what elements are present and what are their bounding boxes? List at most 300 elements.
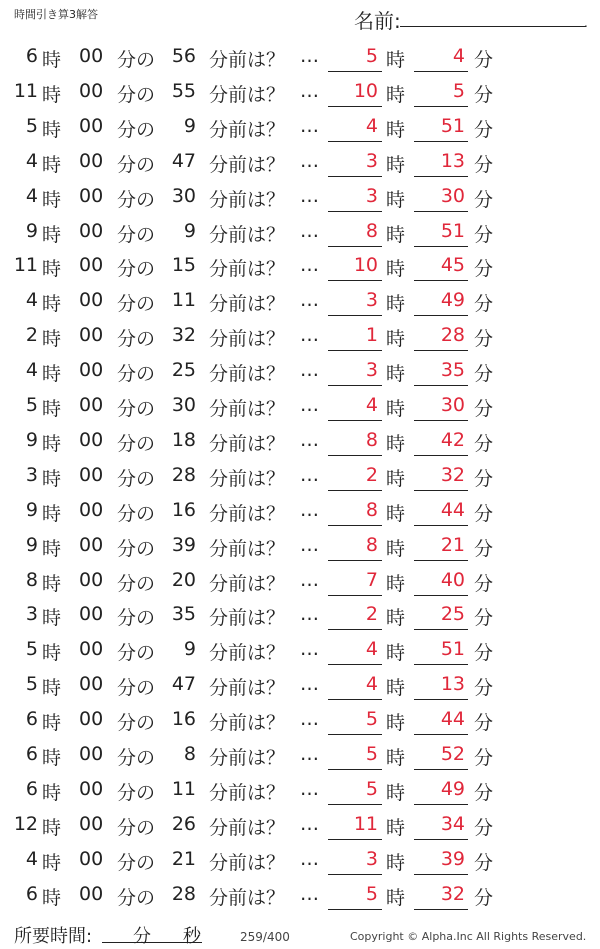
answer-minute-line — [414, 211, 468, 212]
name-line — [400, 26, 586, 27]
before-label: 分前は？ — [209, 258, 286, 281]
problem-minutes: 55 — [171, 79, 196, 102]
zero-minute: 00 — [79, 568, 104, 591]
answer-hour: 4 — [365, 638, 378, 661]
before-label: 分前は？ — [209, 328, 286, 351]
before-label: 分前は？ — [209, 467, 286, 490]
before-label: 分前は？ — [209, 781, 286, 804]
zero-minute: 00 — [79, 812, 104, 835]
problem-row — [0, 387, 600, 422]
zero-minute: 00 — [79, 777, 104, 800]
answer-hour: 5 — [365, 743, 378, 765]
hour-label: 時 — [42, 49, 62, 71]
answer-hour: 4 — [365, 673, 378, 696]
answer-hour: 2 — [365, 603, 378, 626]
name-label: 名前: — [354, 9, 401, 33]
answer-hour: 4 — [365, 114, 378, 137]
dots-label: … — [300, 289, 319, 312]
answer-hour-line — [328, 176, 382, 177]
answer-minutes: 5 — [452, 79, 465, 102]
answer-minutes: 28 — [440, 324, 465, 347]
hour-label: 時 — [42, 712, 62, 735]
answer-minute-label: 分 — [474, 502, 494, 525]
copyright: Copyright © Alpha.Inc All Rights Reserved. — [350, 930, 587, 943]
problem-row — [0, 422, 600, 457]
answer-hour-line — [328, 141, 382, 142]
hour-label: 時 — [42, 747, 62, 769]
problem-row — [0, 143, 600, 178]
answer-minute-label: 分 — [474, 293, 494, 316]
answer-hour-label: 時 — [386, 83, 406, 106]
problem-minutes: 28 — [171, 463, 196, 486]
answer-minute-line — [414, 839, 468, 840]
answer-hour-label: 時 — [386, 886, 406, 909]
problem-hour: 12 — [13, 812, 38, 835]
zero-minute: 00 — [79, 324, 104, 347]
hour-label: 時 — [42, 607, 62, 630]
before-label: 分前は？ — [209, 223, 286, 246]
problem-row — [0, 596, 600, 631]
problem-row — [0, 492, 600, 527]
min-no-label: 分の — [117, 851, 156, 874]
answer-minute-line — [414, 106, 468, 107]
hour-label: 時 — [42, 781, 62, 804]
answer-minute-label: 分 — [474, 153, 494, 176]
problem-minutes: 16 — [171, 498, 196, 521]
answer-minutes: 30 — [440, 184, 465, 207]
dots-label: … — [300, 777, 319, 800]
hour-label: 時 — [42, 363, 62, 386]
answer-hour-label: 時 — [386, 328, 406, 351]
problem-minutes: 18 — [171, 428, 196, 451]
answer-minutes: 42 — [440, 428, 465, 451]
answer-hour-label: 時 — [386, 432, 406, 455]
answer-minutes: 49 — [440, 289, 465, 312]
answer-minutes: 51 — [440, 638, 465, 661]
answer-minutes: 45 — [440, 254, 465, 277]
min-no-label: 分の — [117, 328, 156, 351]
answer-minute-label: 分 — [474, 49, 494, 71]
before-label: 分前は？ — [209, 502, 286, 525]
min-no-label: 分の — [117, 118, 156, 141]
problem-hour: 9 — [25, 498, 38, 521]
before-label: 分前は？ — [209, 886, 286, 909]
dots-label: … — [300, 603, 319, 626]
before-label: 分前は？ — [209, 83, 286, 106]
problem-hour: 5 — [25, 638, 38, 661]
answer-minutes: 40 — [440, 568, 465, 591]
answer-minute-line — [414, 246, 468, 247]
answer-minute-label: 分 — [474, 712, 494, 735]
problem-hour: 5 — [25, 114, 38, 137]
answer-minutes: 32 — [440, 882, 465, 905]
problem-row — [0, 213, 600, 248]
min-no-label: 分の — [117, 153, 156, 176]
hour-label: 時 — [42, 851, 62, 874]
hour-label: 時 — [42, 118, 62, 141]
problem-hour: 9 — [25, 428, 38, 451]
problem-hour: 11 — [13, 254, 38, 277]
zero-minute: 00 — [79, 428, 104, 451]
answer-minute-label: 分 — [474, 851, 494, 874]
dots-label: … — [300, 254, 319, 277]
answer-hour: 3 — [365, 847, 378, 870]
answer-minute-line — [414, 909, 468, 910]
problem-hour: 4 — [25, 149, 38, 172]
answer-hour-line — [328, 106, 382, 107]
min-no-label: 分の — [117, 607, 156, 630]
dots-label: … — [300, 463, 319, 486]
before-label: 分前は？ — [209, 712, 286, 735]
zero-minute: 00 — [79, 673, 104, 696]
answer-hour-label: 時 — [386, 537, 406, 560]
before-label: 分前は？ — [209, 398, 286, 420]
answer-hour-line — [328, 595, 382, 596]
hour-label: 時 — [42, 467, 62, 490]
answer-minute-line — [414, 664, 468, 665]
answer-hour-line — [328, 211, 382, 212]
problem-row — [0, 108, 600, 143]
min-no-label: 分の — [117, 712, 156, 735]
answer-hour-label: 時 — [386, 712, 406, 735]
answer-hour: 5 — [365, 45, 378, 67]
answer-minute-label: 分 — [474, 83, 494, 106]
answer-hour: 5 — [365, 882, 378, 905]
answer-hour-line — [328, 246, 382, 247]
answer-hour-label: 時 — [386, 258, 406, 281]
problem-hour: 5 — [25, 673, 38, 696]
answer-minute-label: 分 — [474, 467, 494, 490]
answer-hour: 8 — [365, 219, 378, 242]
answer-hour-label: 時 — [386, 572, 406, 595]
problem-minutes: 9 — [183, 219, 196, 242]
zero-minute: 00 — [79, 254, 104, 277]
answer-hour-line — [328, 629, 382, 630]
problem-row — [0, 701, 600, 736]
min-no-label: 分の — [117, 816, 156, 839]
answer-minute-label: 分 — [474, 572, 494, 595]
dots-label: … — [300, 149, 319, 172]
answer-hour-label: 時 — [386, 642, 406, 665]
min-no-label: 分の — [117, 781, 156, 804]
dots-label: … — [300, 708, 319, 731]
answer-hour-line — [328, 734, 382, 735]
problem-minutes: 15 — [171, 254, 196, 277]
problem-minutes: 20 — [171, 568, 196, 591]
answer-minute-label: 分 — [474, 118, 494, 141]
answer-minute-label: 分 — [474, 642, 494, 665]
dots-label: … — [300, 882, 319, 905]
problem-hour: 8 — [25, 568, 38, 591]
hour-label: 時 — [42, 223, 62, 246]
answer-minute-line — [414, 699, 468, 700]
answer-minute-label: 分 — [474, 677, 494, 700]
dots-label: … — [300, 638, 319, 661]
problem-hour: 6 — [25, 45, 38, 67]
answer-hour: 8 — [365, 533, 378, 556]
answer-hour: 2 — [365, 463, 378, 486]
answer-hour-label: 時 — [386, 363, 406, 386]
min-no-label: 分の — [117, 258, 156, 281]
answer-hour-line — [328, 909, 382, 910]
answer-hour: 5 — [365, 708, 378, 731]
before-label: 分前は？ — [209, 816, 286, 839]
min-no-label: 分の — [117, 363, 156, 386]
footer-min-label: 分 — [133, 926, 151, 947]
answer-hour-label: 時 — [386, 223, 406, 246]
answer-hour-line — [328, 525, 382, 526]
problem-minutes: 32 — [171, 324, 196, 347]
answer-minute-line — [414, 734, 468, 735]
answer-minute-line — [414, 629, 468, 630]
min-no-label: 分の — [117, 642, 156, 665]
hour-label: 時 — [42, 816, 62, 839]
answer-hour: 3 — [365, 184, 378, 207]
answer-minute-label: 分 — [474, 537, 494, 560]
answer-hour: 4 — [365, 394, 378, 416]
answer-hour-label: 時 — [386, 467, 406, 490]
answer-minute-label: 分 — [474, 223, 494, 246]
answer-minutes: 51 — [440, 219, 465, 242]
answer-hour-line — [328, 350, 382, 351]
answer-minute-label: 分 — [474, 781, 494, 804]
answer-minute-label: 分 — [474, 188, 494, 211]
zero-minute: 00 — [79, 638, 104, 661]
min-no-label: 分の — [117, 502, 156, 525]
problem-row — [0, 666, 600, 701]
answer-minutes: 44 — [440, 708, 465, 731]
answer-minute-line — [414, 385, 468, 386]
hour-label: 時 — [42, 258, 62, 281]
problem-minutes: 9 — [183, 638, 196, 661]
answer-minute-label: 分 — [474, 607, 494, 630]
before-label: 分前は？ — [209, 677, 286, 700]
min-no-label: 分の — [117, 398, 156, 420]
answer-minutes: 13 — [440, 673, 465, 696]
min-no-label: 分の — [117, 467, 156, 490]
answer-hour-label: 時 — [386, 398, 406, 420]
hour-label: 時 — [42, 432, 62, 455]
answer-minute-line — [414, 280, 468, 281]
answer-hour-line — [328, 385, 382, 386]
answer-hour-line — [328, 490, 382, 491]
before-label: 分前は？ — [209, 49, 286, 71]
answer-hour: 3 — [365, 359, 378, 382]
dots-label: … — [300, 533, 319, 556]
dots-label: … — [300, 428, 319, 451]
hour-label: 時 — [42, 572, 62, 595]
problem-row — [0, 806, 600, 841]
answer-hour-line — [328, 664, 382, 665]
answer-hour-label: 時 — [386, 747, 406, 769]
problem-minutes: 21 — [171, 847, 196, 870]
zero-minute: 00 — [79, 847, 104, 870]
answer-minutes: 13 — [440, 149, 465, 172]
problem-row — [0, 631, 600, 666]
answer-minute-line — [414, 420, 468, 421]
answer-hour-label: 時 — [386, 153, 406, 176]
answer-minute-label: 分 — [474, 816, 494, 839]
zero-minute: 00 — [79, 184, 104, 207]
answer-minute-line — [414, 455, 468, 456]
zero-minute: 00 — [79, 882, 104, 905]
before-label: 分前は？ — [209, 572, 286, 595]
problem-row — [0, 282, 600, 317]
before-label: 分前は？ — [209, 118, 286, 141]
answer-minute-line — [414, 141, 468, 142]
answer-hour: 10 — [353, 79, 378, 102]
answer-hour: 11 — [353, 812, 378, 835]
problem-hour: 9 — [25, 219, 38, 242]
answer-hour-line — [328, 315, 382, 316]
hour-label: 時 — [42, 677, 62, 700]
answer-minute-line — [414, 804, 468, 805]
problem-hour: 4 — [25, 289, 38, 312]
problem-hour: 3 — [25, 463, 38, 486]
problem-hour: 5 — [25, 394, 38, 416]
answer-hour-line — [328, 874, 382, 875]
answer-hour-line — [328, 839, 382, 840]
problem-hour: 11 — [13, 79, 38, 102]
hour-label: 時 — [42, 153, 62, 176]
dots-label: … — [300, 394, 319, 416]
answer-minute-line — [414, 525, 468, 526]
problem-minutes: 35 — [171, 603, 196, 626]
zero-minute: 00 — [79, 463, 104, 486]
zero-minute: 00 — [79, 708, 104, 731]
problem-minutes: 56 — [171, 45, 196, 67]
before-label: 分前は？ — [209, 188, 286, 211]
name-dot: . — [584, 16, 588, 30]
answer-minute-label: 分 — [474, 363, 494, 386]
answer-hour: 8 — [365, 428, 378, 451]
hour-label: 時 — [42, 502, 62, 525]
problem-row — [0, 736, 600, 771]
answer-minute-line — [414, 874, 468, 875]
answer-hour: 1 — [365, 324, 378, 347]
min-no-label: 分の — [117, 886, 156, 909]
problem-minutes: 39 — [171, 533, 196, 556]
problem-minutes: 47 — [171, 673, 196, 696]
problem-minutes: 30 — [171, 394, 196, 416]
problem-minutes: 16 — [171, 708, 196, 731]
problem-row — [0, 841, 600, 876]
problem-row — [0, 247, 600, 282]
answer-minutes: 39 — [440, 847, 465, 870]
answer-minutes: 34 — [440, 812, 465, 835]
min-no-label: 分の — [117, 537, 156, 560]
before-label: 分前は？ — [209, 642, 286, 665]
zero-minute: 00 — [79, 394, 104, 416]
min-no-label: 分の — [117, 747, 156, 769]
answer-hour-label: 時 — [386, 677, 406, 700]
zero-minute: 00 — [79, 498, 104, 521]
min-no-label: 分の — [117, 293, 156, 316]
answer-hour-line — [328, 455, 382, 456]
answer-minutes: 4 — [452, 45, 465, 67]
problem-hour: 6 — [25, 882, 38, 905]
answer-hour-line — [328, 769, 382, 770]
answer-hour-line — [328, 71, 382, 72]
min-no-label: 分の — [117, 188, 156, 211]
problem-row — [0, 38, 600, 73]
dots-label: … — [300, 743, 319, 765]
answer-minute-label: 分 — [474, 747, 494, 769]
answer-hour-label: 時 — [386, 49, 406, 71]
problem-minutes: 11 — [171, 777, 196, 800]
answer-minute-line — [414, 560, 468, 561]
problem-hour: 6 — [25, 743, 38, 765]
problem-minutes: 11 — [171, 289, 196, 312]
zero-minute: 00 — [79, 149, 104, 172]
answer-hour-label: 時 — [386, 607, 406, 630]
answer-minutes: 35 — [440, 359, 465, 382]
zero-minute: 00 — [79, 743, 104, 765]
footer-sec-label: 秒 — [183, 926, 201, 947]
answer-minutes: 32 — [440, 463, 465, 486]
zero-minute: 00 — [79, 219, 104, 242]
zero-minute: 00 — [79, 79, 104, 102]
answer-hour-label: 時 — [386, 118, 406, 141]
hour-label: 時 — [42, 188, 62, 211]
problem-minutes: 28 — [171, 882, 196, 905]
answer-minutes: 21 — [440, 533, 465, 556]
problem-row — [0, 771, 600, 806]
min-no-label: 分の — [117, 572, 156, 595]
answer-hour-line — [328, 560, 382, 561]
answer-minute-line — [414, 595, 468, 596]
answer-minute-line — [414, 315, 468, 316]
answer-minute-label: 分 — [474, 328, 494, 351]
answer-minutes: 30 — [440, 394, 465, 416]
dots-label: … — [300, 45, 319, 67]
min-no-label: 分の — [117, 677, 156, 700]
answer-hour: 8 — [365, 498, 378, 521]
zero-minute: 00 — [79, 114, 104, 137]
problem-row — [0, 562, 600, 597]
answer-minute-line — [414, 176, 468, 177]
answer-hour-line — [328, 699, 382, 700]
hour-label: 時 — [42, 537, 62, 560]
answer-minutes: 44 — [440, 498, 465, 521]
problem-row — [0, 527, 600, 562]
dots-label: … — [300, 359, 319, 382]
problem-hour: 4 — [25, 847, 38, 870]
dots-label: … — [300, 184, 319, 207]
answer-hour-line — [328, 280, 382, 281]
worksheet-title: 時間引き算3解答 — [14, 8, 98, 21]
answer-minutes: 25 — [440, 603, 465, 626]
zero-minute: 00 — [79, 45, 104, 67]
answer-minute-label: 分 — [474, 258, 494, 281]
before-label: 分前は？ — [209, 537, 286, 560]
problem-hour: 3 — [25, 603, 38, 626]
answer-minute-line — [414, 490, 468, 491]
answer-minutes: 49 — [440, 777, 465, 800]
answer-hour-label: 時 — [386, 816, 406, 839]
dots-label: … — [300, 673, 319, 696]
answer-hour-line — [328, 420, 382, 421]
answer-minute-label: 分 — [474, 886, 494, 909]
dots-label: … — [300, 114, 319, 137]
answer-hour-label: 時 — [386, 502, 406, 525]
answer-hour-line — [328, 804, 382, 805]
min-no-label: 分の — [117, 223, 156, 246]
hour-label: 時 — [42, 642, 62, 665]
dots-label: … — [300, 79, 319, 102]
answer-minute-line — [414, 769, 468, 770]
problem-hour: 2 — [25, 324, 38, 347]
